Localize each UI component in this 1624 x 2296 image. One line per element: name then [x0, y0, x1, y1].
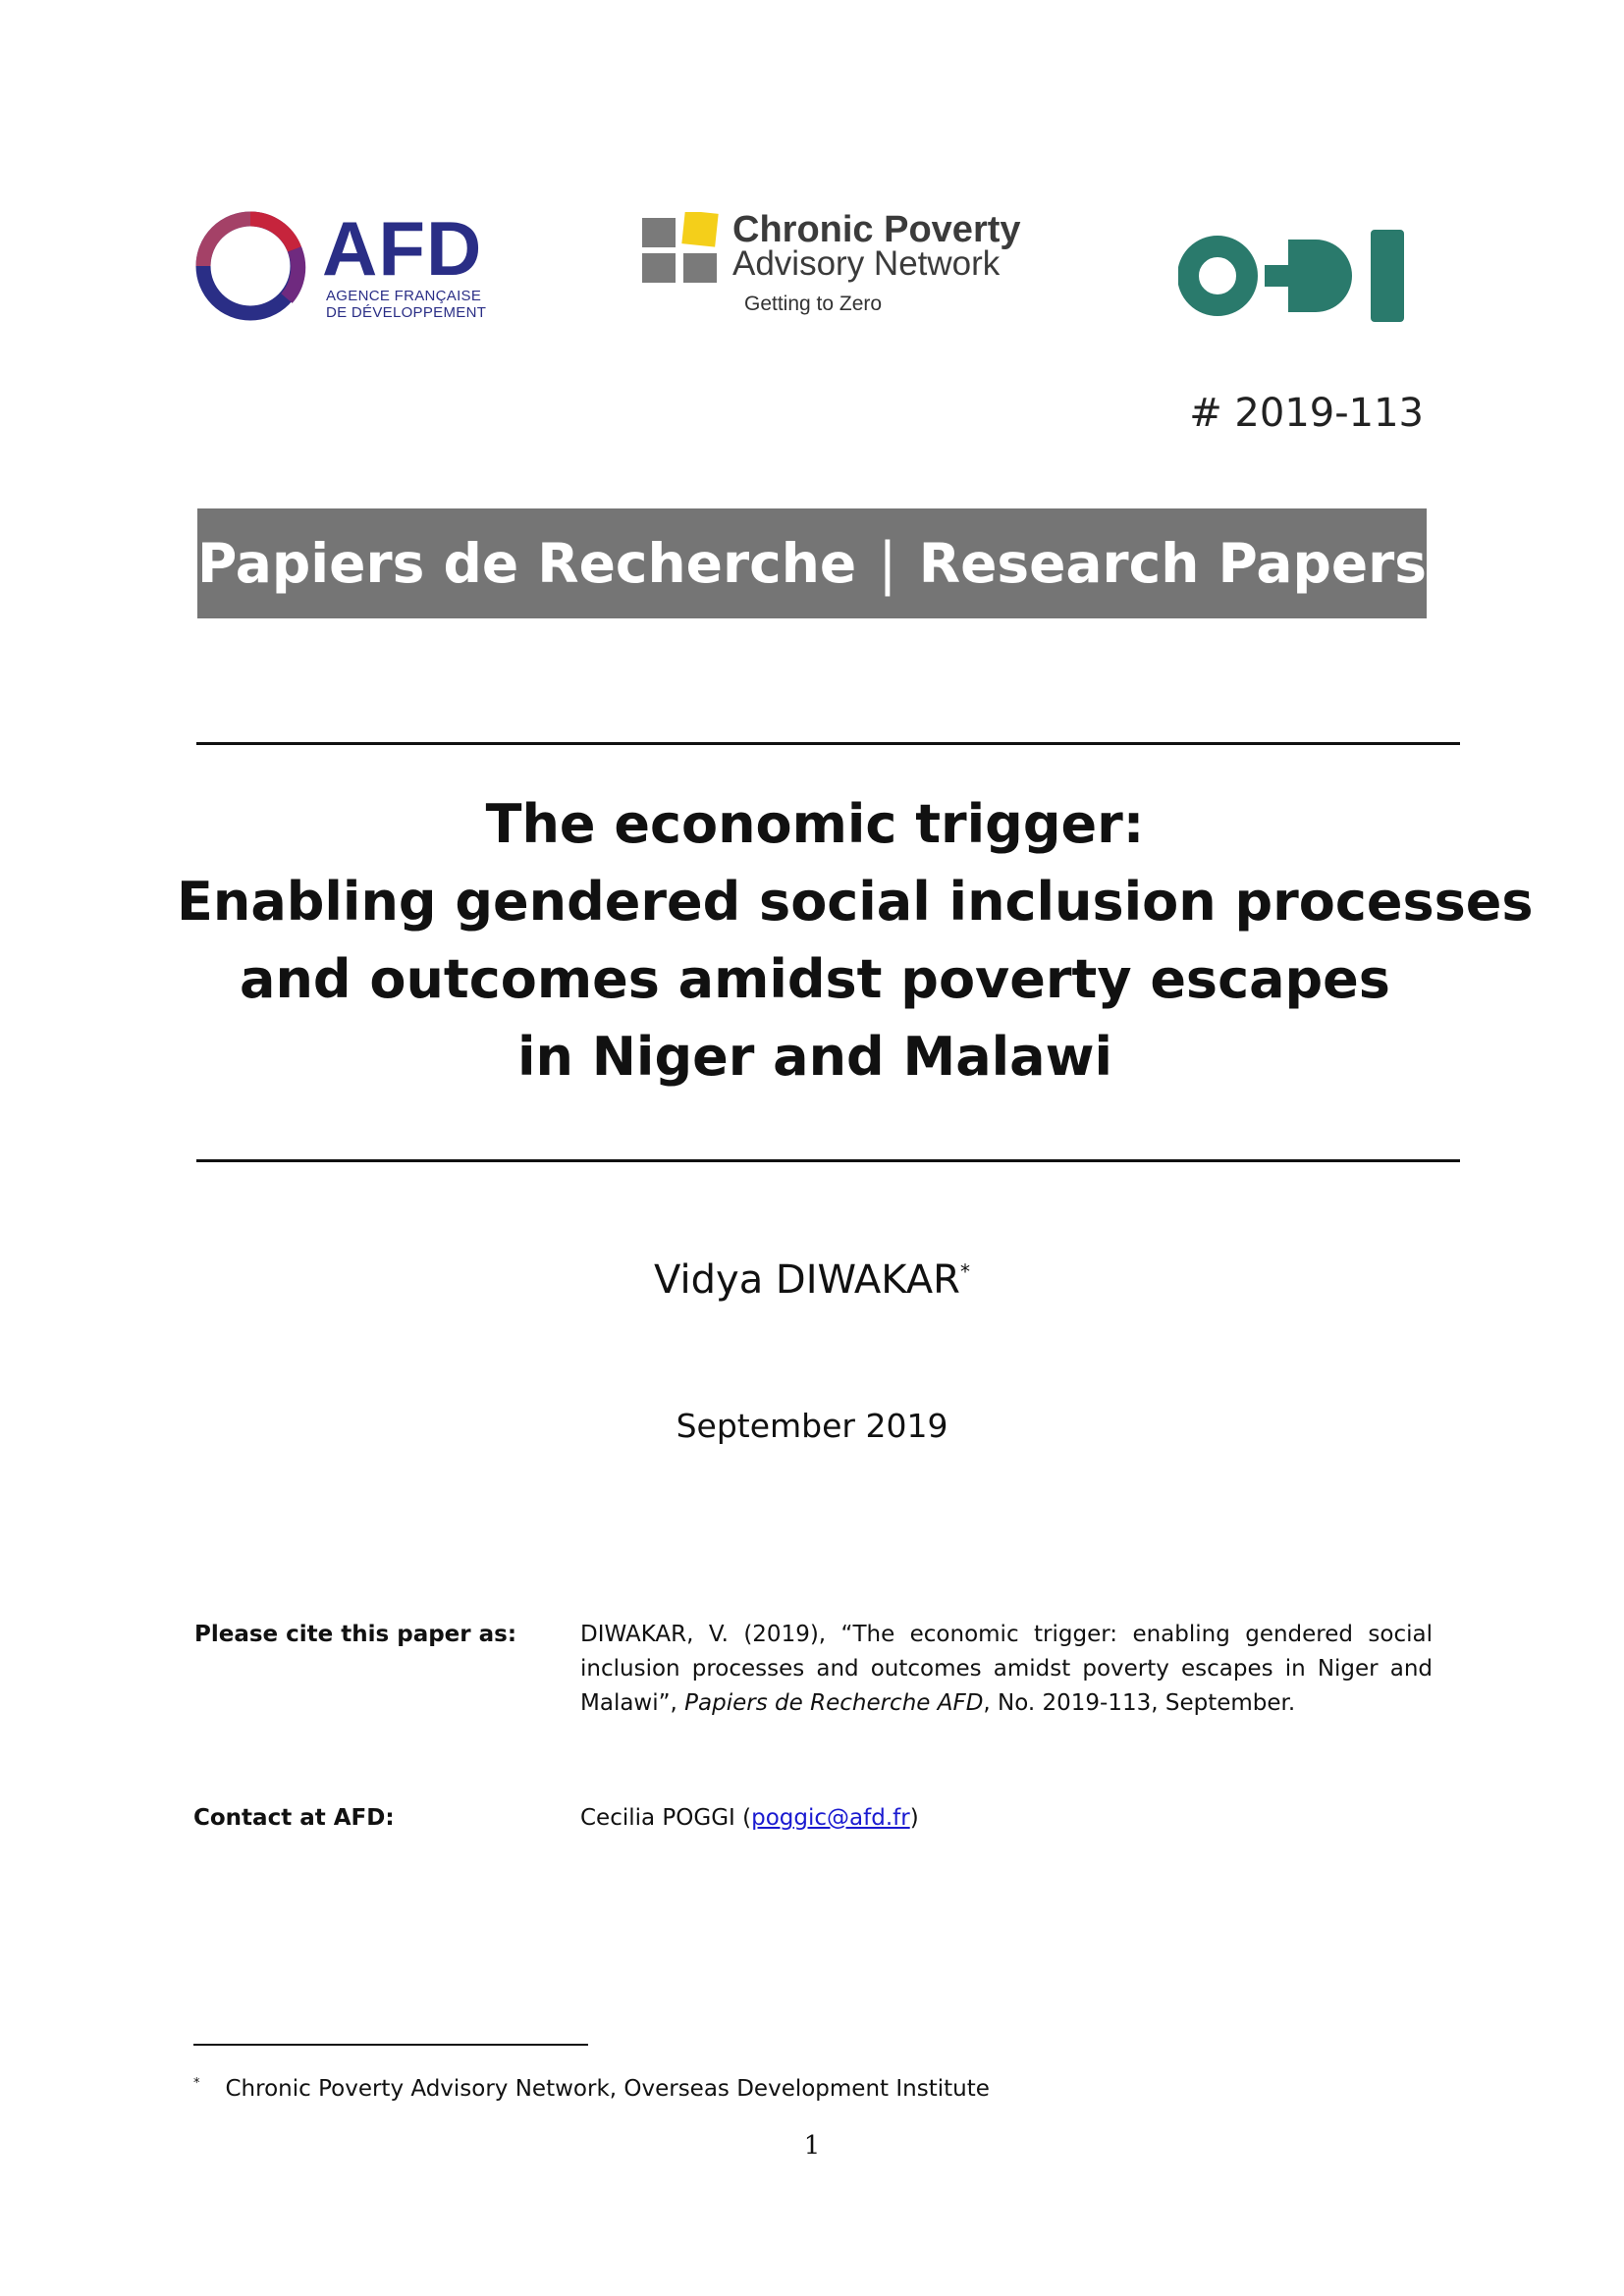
footnote — [193, 2074, 990, 2104]
contact-text — [580, 1801, 919, 1836]
author-name: Vidya DIWAKAR — [654, 1257, 960, 1303]
series-title-english: Research Papers — [918, 532, 1428, 595]
paper-title — [177, 785, 1534, 1095]
contact-paren-close: ) — [909, 1805, 919, 1831]
series-title-french: Papiers de Recherche — [196, 532, 857, 595]
citation-text-end: , No. 2019-113, September. — [983, 1690, 1296, 1716]
citation-journal: Papiers de Recherche AFD — [684, 1690, 984, 1716]
contact-name: Cecilia POGGI — [580, 1805, 735, 1831]
footnote-mark: * — [193, 2076, 200, 2092]
title-rule-top — [196, 742, 1460, 745]
author — [0, 1256, 1624, 1304]
cpan-squares-icon — [640, 212, 719, 285]
paper-number: # 2019-113 — [1189, 391, 1424, 436]
title-line: The economic trigger: — [485, 793, 1145, 855]
cpan-logo-title: Chronic Poverty — [732, 209, 1021, 250]
citation-label: Please cite this paper as: — [194, 1622, 517, 1647]
citation-text — [580, 1618, 1433, 1721]
contact-label: Contact at AFD: — [193, 1805, 395, 1831]
afd-logo-text: AFD — [322, 205, 483, 292]
title-line: in Niger and Malawi — [516, 1026, 1113, 1088]
cpan-logo — [640, 208, 1053, 326]
contact-paren-open: ( — [734, 1805, 752, 1831]
publication-date: September 2019 — [676, 1407, 948, 1445]
author-footnote-mark: * — [959, 1259, 970, 1284]
series-separator: | — [878, 530, 897, 597]
afd-ring-icon — [192, 208, 308, 324]
afd-logo-subtitle: AGENCE FRANÇAISE — [326, 288, 482, 304]
footnote-text: Chronic Poverty Advisory Network, Overseas Development Institute — [225, 2076, 990, 2102]
odi-logo — [1178, 226, 1408, 326]
title-line: Enabling gendered social inclusion processes — [177, 871, 1534, 933]
title-line: and outcomes amidst poverty escapes — [240, 948, 1390, 1010]
series-banner — [197, 508, 1427, 618]
cpan-logo-subtitle: Advisory Network — [732, 244, 1001, 283]
footnote-rule — [193, 2044, 588, 2046]
afd-logo — [192, 204, 487, 332]
citation-text-start: DIWAKAR, V. (2019), “The economic trigger: enabling gendered social inclusion processes and outcomes amidst poverty escapes in Niger and Malawi”, — [580, 1622, 1433, 1716]
cpan-logo-tagline: Getting to Zero — [744, 293, 883, 315]
title-rule-bottom — [196, 1159, 1460, 1162]
page-number: 1 — [803, 2131, 821, 2161]
afd-logo-subtitle: DE DÉVELOPPEMENT — [326, 304, 487, 321]
contact-email-link[interactable]: poggic@afd.fr — [751, 1805, 910, 1831]
